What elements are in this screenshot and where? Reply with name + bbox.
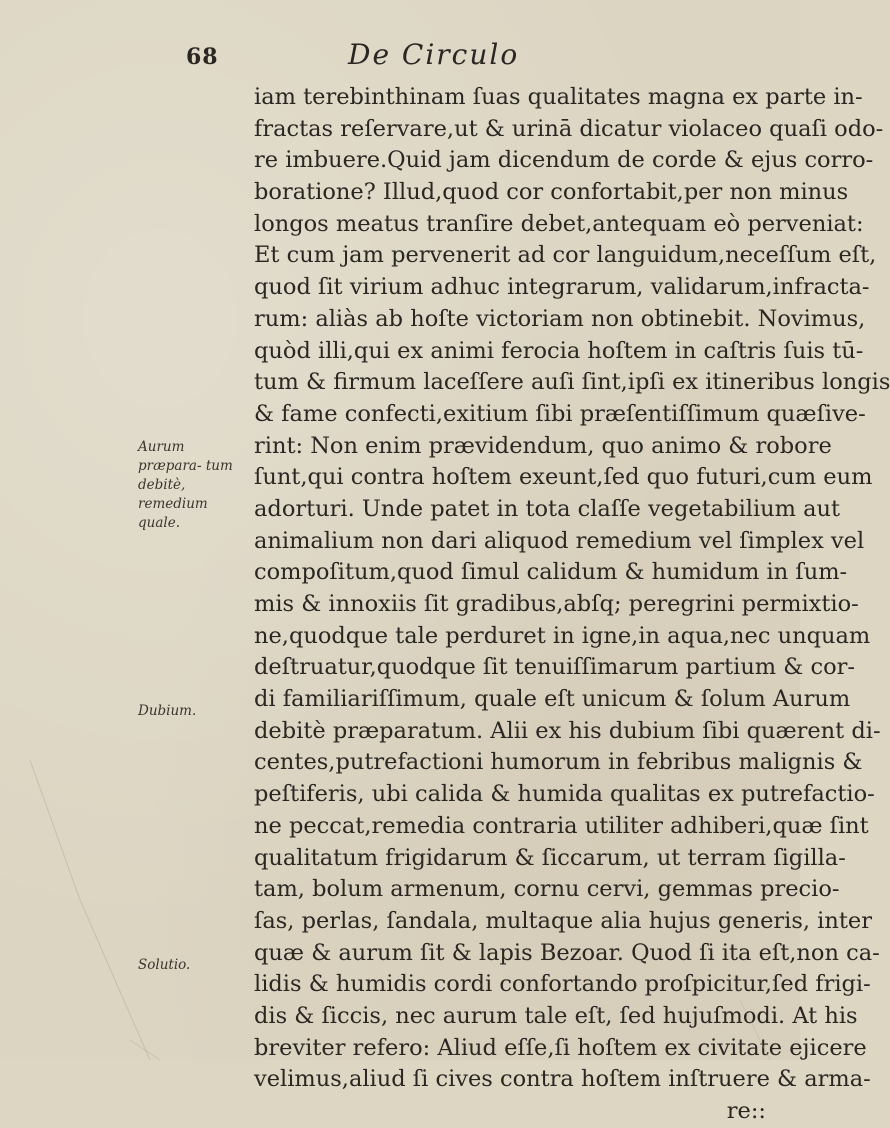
text-line: lidis & humidis cordi confortando proſpicitur,ſed frigi- xyxy=(254,971,871,998)
text-line: deſtruatur,quodque ſit tenuiſſimarum partium & cor- xyxy=(254,654,855,681)
text-line: re imbuere.Quid jam dicendum de corde & ejus corro- xyxy=(254,147,874,174)
page-number: 68 xyxy=(186,44,219,70)
text-line: ne,quodque tale perduret in igne,in aqua,nec unquam xyxy=(254,622,871,649)
text-line: centes,putrefactioni humorum in febribus malignis & xyxy=(254,749,863,776)
running-head: De Circulo xyxy=(348,38,520,71)
text-line: breviter refero: Aliud eſſe,ſi hoſtem ex civitate ejicere xyxy=(254,1034,867,1061)
marginal-note-dubium: Dubium. xyxy=(138,703,197,719)
text-line: ne peccat,remedia contraria utiliter adhiberi,quæ ſint xyxy=(254,812,869,839)
text-line: ſas, perlas, ſandala, multaque alia hujus generis, inter xyxy=(254,907,872,934)
marginal-note-aurum: Aurum præpara- tum debitè, remedium quale. xyxy=(138,439,233,531)
marginal-note-solutio: Solutio. xyxy=(138,957,191,973)
text-line: animalium non dari aliquod remedium vel ſimplex vel xyxy=(254,527,865,554)
text-line: tum & firmum laceſſere auſi ſint,ipſi ex itineribus longis xyxy=(254,369,890,396)
text-line: di familiariſſimum, quale eſt unicum & ſolum Aurum xyxy=(254,686,851,713)
text-line: compoſitum,quod ſimul calidum & humidum in ſum- xyxy=(254,559,848,586)
text-line: dis & ſiccis, nec aurum tale eſt, ſed hujuſmodi. At his xyxy=(254,1002,858,1029)
text-line: & fame confecti,exitium ſibi præſentiſſimum quæſive- xyxy=(254,400,866,427)
text-line: iam terebinthinam ſuas qualitates magna ex parte in- xyxy=(254,84,863,110)
text-line: quòd illi,qui ex animi ferocia hoſtem in caſtris ſuis tū- xyxy=(254,337,864,364)
text-line: debitè præparatum. Alii ex his dubium ſibi quærent di- xyxy=(254,717,881,744)
text-line: qualitatum frigidarum & ſiccarum, ut terram ſigilla- xyxy=(254,844,846,871)
text-line: boratione? Illud,quod cor confortabit,per non minus xyxy=(254,179,849,206)
text-line: mis & innoxiis ſit gradibus,abſq; peregrini permixtio- xyxy=(254,591,859,617)
text-line: fractas reſervare,ut & urinā dicatur violaceo quaſi odo- xyxy=(254,115,884,142)
main-text-block xyxy=(254,82,890,1128)
catchword: re:: xyxy=(726,1098,766,1124)
text-line: rint: Non enim prævidendum, quo animo & robore xyxy=(254,432,832,459)
text-line: velimus,aliud ſi cives contra hoſtem inſtruere & arma- xyxy=(254,1066,871,1093)
text-line: ſunt,qui contra hoſtem exeunt,ſed quo futuri,cum eum xyxy=(254,464,873,491)
page-header xyxy=(0,38,800,78)
text-line: Et cum jam pervenerit ad cor languidum,neceſſum eſt, xyxy=(254,242,877,269)
text-line: quæ & aurum ſit & lapis Bezoar. Quod ſi ita eſt,non ca- xyxy=(254,939,880,966)
text-line: peſtiferis, ubi calida & humida qualitas ex putrefactio- xyxy=(254,781,875,808)
text-line: rum: aliàs ab hoſte victoriam non obtinebit. Novimus, xyxy=(254,305,866,332)
text-line: quod ſit virium adhuc integrarum, validarum,infracta- xyxy=(254,274,870,301)
text-line: adorturi. Unde patet in tota claſſe vegetabilium aut xyxy=(254,495,841,522)
text-line: longos meatus tranſire debet,antequam eò perveniat: xyxy=(254,210,864,237)
text-line: tam, bolum armenum, cornu cervi, gemmas precio- xyxy=(254,876,840,903)
